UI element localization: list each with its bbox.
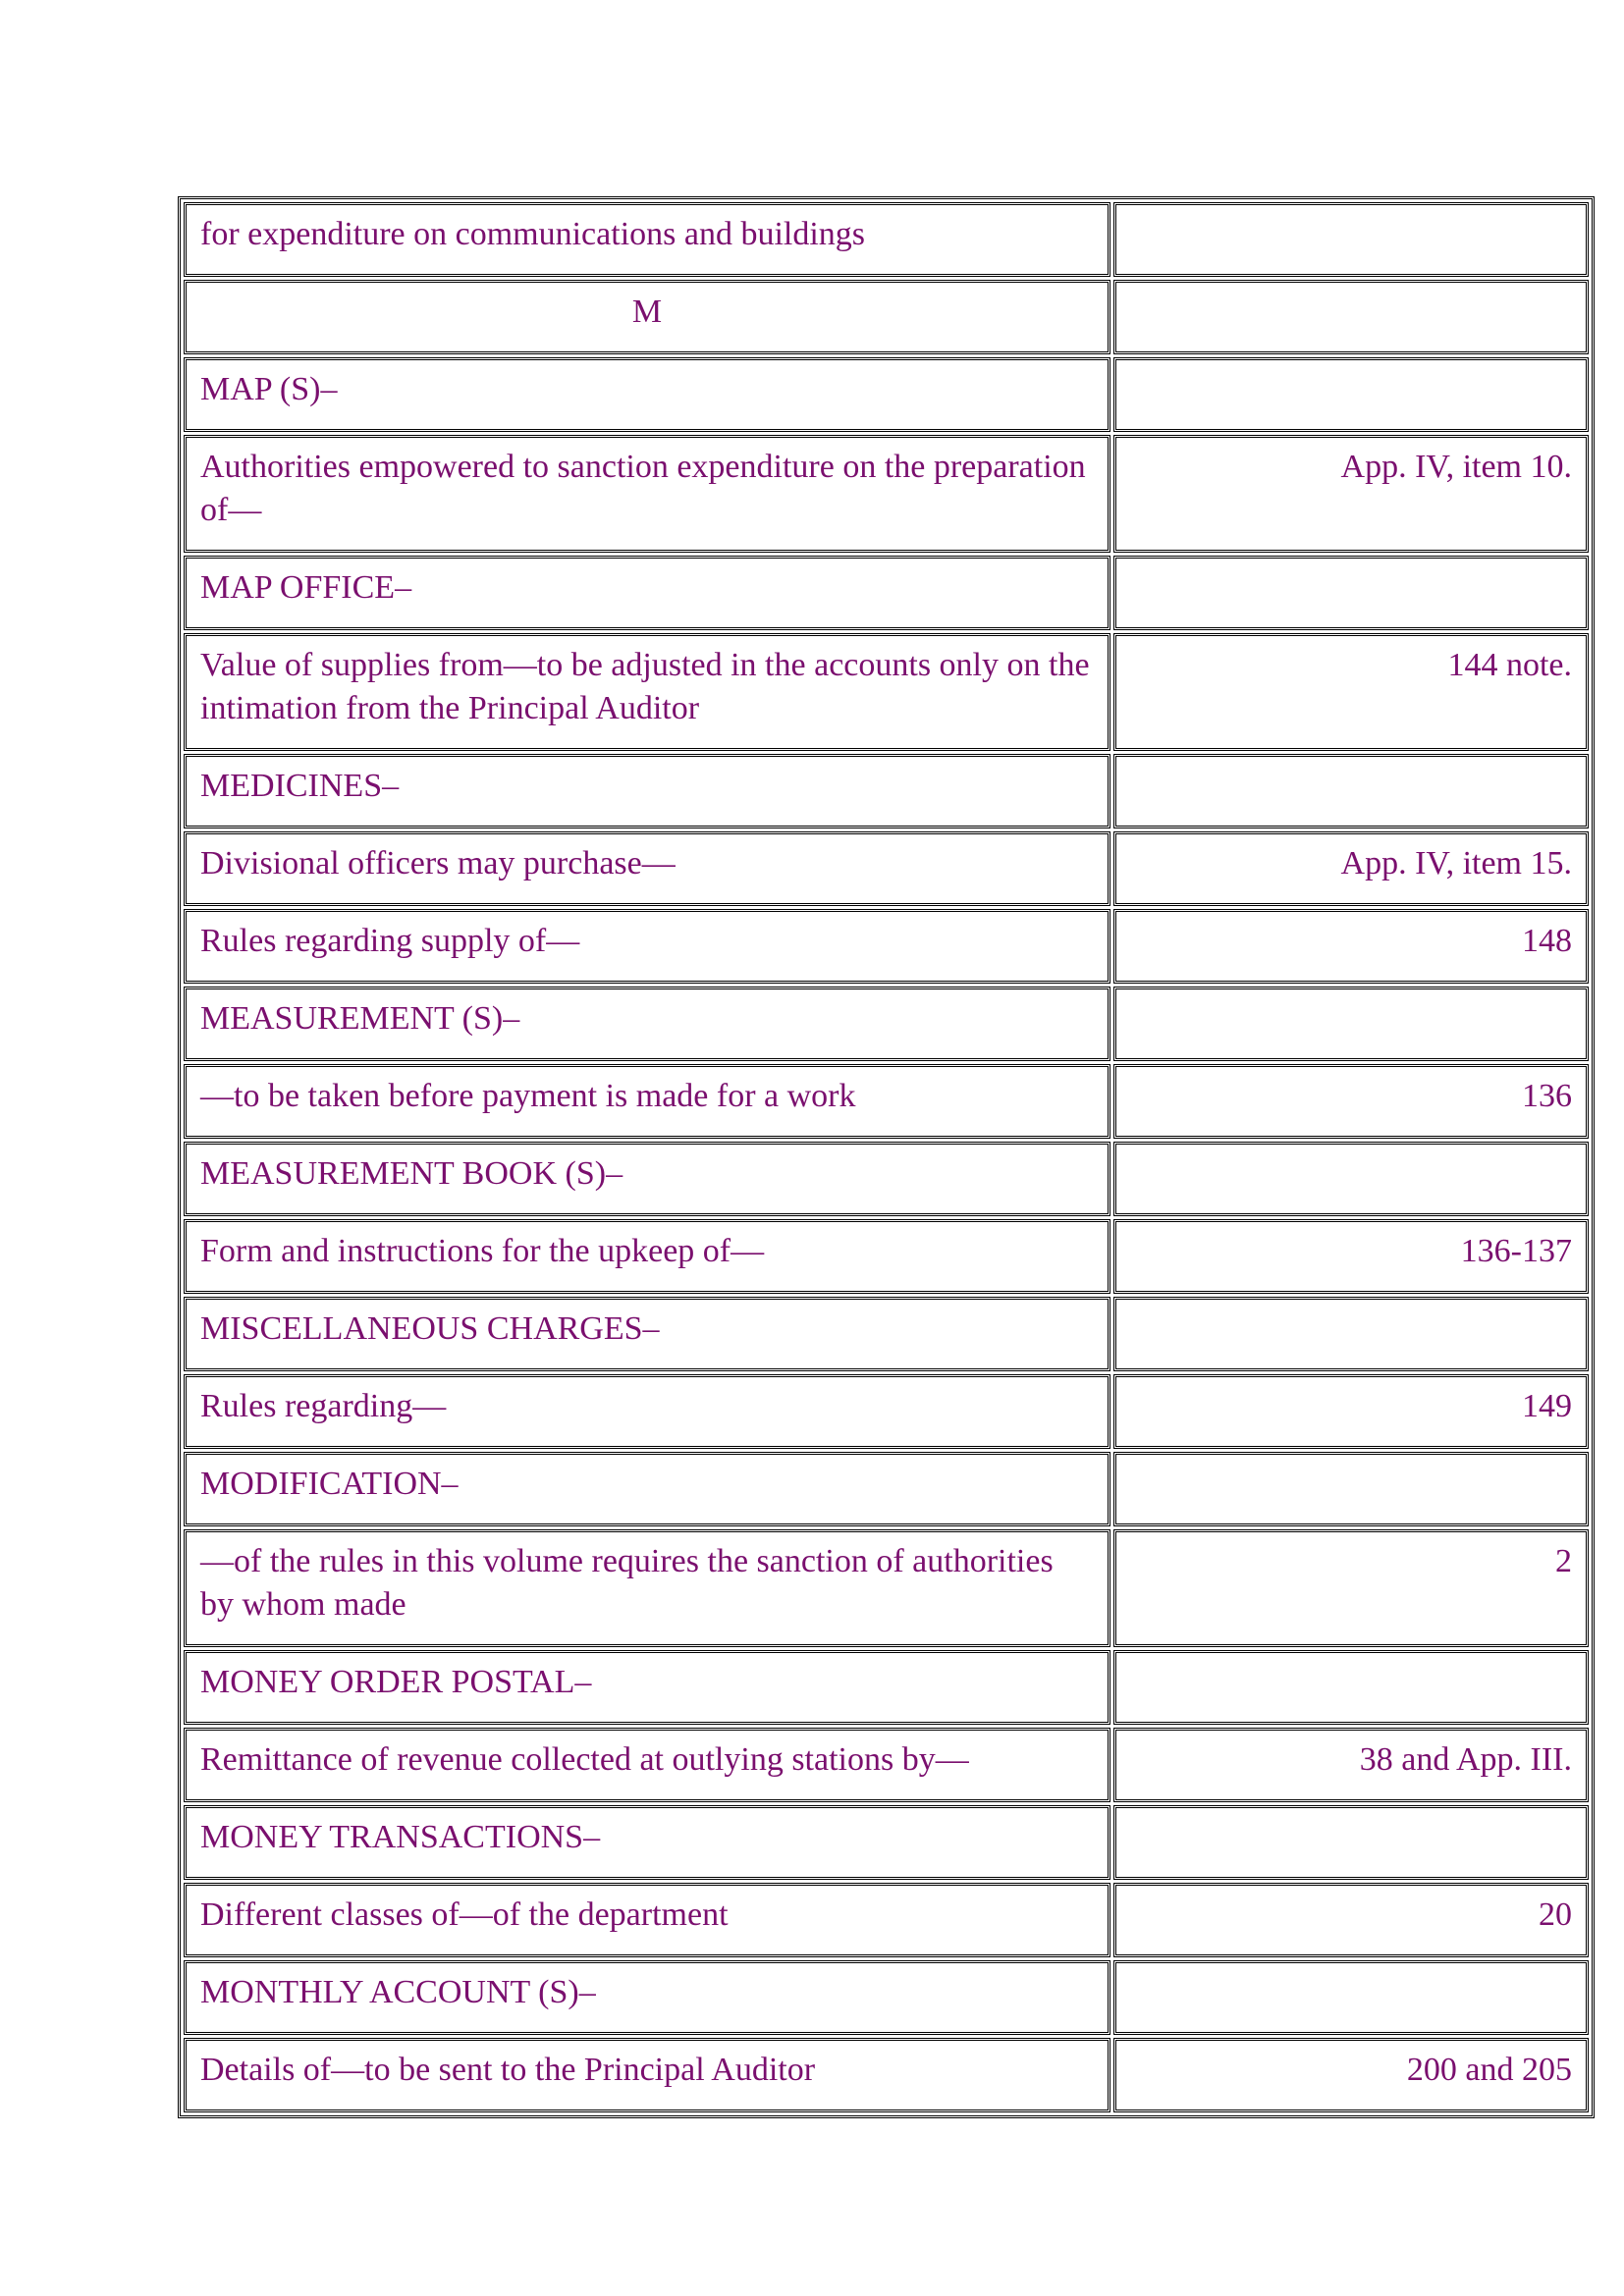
index-heading: MONEY ORDER POSTAL– — [184, 1650, 1110, 1725]
index-term: Form and instructions for the upkeep of— — [184, 1219, 1110, 1294]
index-term: for expenditure on communications and buildings — [184, 202, 1110, 277]
index-heading: MODIFICATION– — [184, 1452, 1110, 1526]
index-term: Authorities empowered to sanction expenditure on the preparation of— — [184, 435, 1110, 553]
index-heading: MISCELLANEOUS CHARGES– — [184, 1297, 1110, 1371]
index-reference — [1113, 1297, 1589, 1371]
index-heading: MONEY TRANSACTIONS– — [184, 1805, 1110, 1880]
index-entry-row — [184, 2038, 1589, 2112]
index-heading-row — [184, 556, 1589, 630]
index-heading: MAP OFFICE– — [184, 556, 1110, 630]
index-reference — [1113, 556, 1589, 630]
index-heading-row — [184, 1805, 1589, 1880]
index-reference: 200 and 205 — [1113, 2038, 1589, 2112]
index-term: Rules regarding— — [184, 1374, 1110, 1449]
index-entry-row — [184, 1883, 1589, 1957]
index-reference: 149 — [1113, 1374, 1589, 1449]
index-reference — [1113, 280, 1589, 354]
index-heading: MEASUREMENT BOOK (S)– — [184, 1142, 1110, 1216]
index-reference — [1113, 357, 1589, 432]
index-reference: 144 note. — [1113, 633, 1589, 751]
index-reference — [1113, 754, 1589, 828]
index-term: Remittance of revenue collected at outlying stations by— — [184, 1728, 1110, 1802]
index-reference: 2 — [1113, 1529, 1589, 1647]
index-term: —to be taken before payment is made for a work — [184, 1064, 1110, 1139]
index-heading-row — [184, 1960, 1589, 2035]
index-heading: MAP (S)– — [184, 357, 1110, 432]
index-entry-row — [184, 435, 1589, 553]
index-reference — [1113, 987, 1589, 1061]
index-table — [178, 196, 1595, 2118]
index-reference: 136 — [1113, 1064, 1589, 1139]
index-reference: 136-137 — [1113, 1219, 1589, 1294]
index-term: Rules regarding supply of— — [184, 909, 1110, 984]
index-entry-row — [184, 1219, 1589, 1294]
index-entry-row — [184, 633, 1589, 751]
index-reference — [1113, 1960, 1589, 2035]
index-reference — [1113, 202, 1589, 277]
index-entry-row — [184, 1374, 1589, 1449]
index-term: Details of—to be sent to the Principal Auditor — [184, 2038, 1110, 2112]
index-heading-row — [184, 1142, 1589, 1216]
index-heading: MEDICINES– — [184, 754, 1110, 828]
index-heading-row — [184, 357, 1589, 432]
index-reference: 148 — [1113, 909, 1589, 984]
index-entry-row — [184, 1728, 1589, 1802]
index-reference: App. IV, item 15. — [1113, 831, 1589, 906]
index-reference: App. IV, item 10. — [1113, 435, 1589, 553]
index-reference — [1113, 1805, 1589, 1880]
index-table-body — [184, 202, 1589, 2112]
index-entry-row — [184, 1529, 1589, 1647]
index-entry-row — [184, 831, 1589, 906]
index-term: —of the rules in this volume requires the sanction of authorities by whom made — [184, 1529, 1110, 1647]
index-heading-row — [184, 987, 1589, 1061]
index-heading-row — [184, 1297, 1589, 1371]
index-heading: MONTHLY ACCOUNT (S)– — [184, 1960, 1110, 2035]
index-reference: 38 and App. III. — [1113, 1728, 1589, 1802]
index-heading-row — [184, 1650, 1589, 1725]
index-entry-row — [184, 909, 1589, 984]
index-term: Divisional officers may purchase— — [184, 831, 1110, 906]
index-term: Value of supplies from—to be adjusted in the accounts only on the intimation from the Principal Auditor — [184, 633, 1110, 751]
index-heading-row — [184, 1452, 1589, 1526]
index-entry-row — [184, 1064, 1589, 1139]
index-heading-row — [184, 754, 1589, 828]
index-reference: 20 — [1113, 1883, 1589, 1957]
index-reference — [1113, 1452, 1589, 1526]
index-entry-row — [184, 202, 1589, 277]
index-letter: M — [184, 280, 1110, 354]
index-term: Different classes of—of the department — [184, 1883, 1110, 1957]
index-heading: MEASUREMENT (S)– — [184, 987, 1110, 1061]
index-reference — [1113, 1650, 1589, 1725]
index-reference — [1113, 1142, 1589, 1216]
letter-divider-row — [184, 280, 1589, 354]
